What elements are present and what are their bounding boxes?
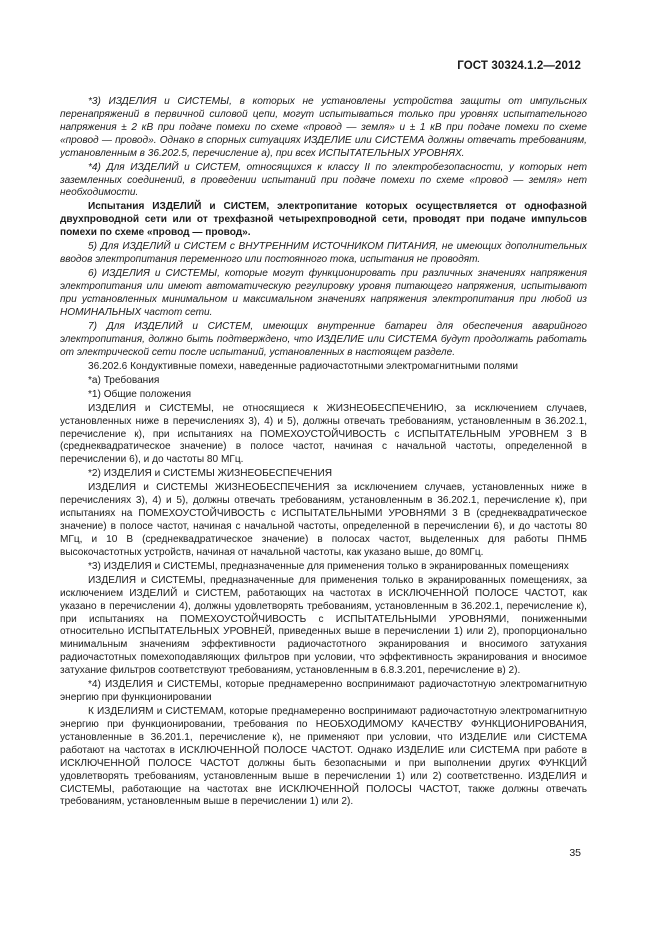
paragraph: *3) ИЗДЕЛИЯ и СИСТЕМЫ, предназначенные для применения только в экранированных помещениях — [88, 560, 569, 572]
paragraph: *а) Требования — [88, 374, 160, 386]
paragraph: Испытания ИЗДЕЛИЙ и СИСТЕМ, электропитание которых осуществляется от однофазной двухпроводной сети или от трехфазной четырехпроводной сети, проводят при подаче импульсов помехи по схеме «провод — провод». — [60, 201, 587, 239]
paragraph: 6) ИЗДЕЛИЯ и СИСТЕМЫ, которые могут функционировать при различных значениях напряжения электропитания или имеют автоматическую регулировку уровня питающего напряжения, испытывают при установленных минимальном и максимальном значениях напряжения электропитания при любой из НОМИНАЛЬНЫХ частот сети. — [60, 268, 587, 318]
paragraph: 5) Для ИЗДЕЛИЙ и СИСТЕМ с ВНУТРЕННИМ ИСТОЧНИКОМ ПИТАНИЯ, не имеющих дополнительных вводов электропитания переменного или постоянного тока, испытания не проводят. — [60, 241, 587, 266]
paragraph: *1) Общие положения — [88, 388, 192, 400]
paragraph: ИЗДЕЛИЯ и СИСТЕМЫ, предназначенные для применения только в экранированных помещениях, за исключением ИЗДЕЛИЙ и СИСТЕМ, работающих на частотах в ИСКЛЮЧЕННОЙ ПОЛОСЕ ЧАСТОТ, как указано в перечислении 4), должны удовлетворять требованиям, установленным в 36.202.1, перечисление к), при испытаниях на ПОМЕХОУСТОЙЧИВОСТЬ с ИСПЫТАТЕЛЬНЫМИ УРОВНЯМИ, пониженными относительно ИСПЫТАТЕЛЬНЫХ УРОВНЕЙ, приведенных выше в перечислении 1) или 2), пропорционально минимальным значениям эффективности радиочастотного экранирования и вносимого затухания радиочастотных помехоподавляющих фильтров при условии, что эффективность экранирования и вносимое затухание фильтров соответствуют требованиям, установленным в 6.8.3.201, перечисление в) 2). — [60, 574, 587, 677]
paragraph: ИЗДЕЛИЯ и СИСТЕМЫ ЖИЗНЕОБЕСПЕЧЕНИЯ за исключением случаев, установленных ниже в перечислениях 3), 4) и 5), должны отвечать требованиям, установленным в 36.202.1, перечисление к), при испытаниях на ПОМЕХОУСТОЙЧИВОСТЬ с ИСПЫТАТЕЛЬНЫМИ УРОВНЯМИ 3 В (среднеквадратическое значение) в полосе частот, начиная с начальной частоты, определенной в перечислении 6), и до частоты 80 МГц, и 10 В (среднеквадратическое значение) в полосах частот, выделенных для работы ПНМБ высокочастотных устройств, начиная от начальной частоты, как указано выше, до 80МГц. — [60, 482, 587, 558]
paragraph: ИЗДЕЛИЯ и СИСТЕМЫ, не относящиеся к ЖИЗНЕОБЕСПЕЧЕНИЮ, за исключением случаев, установленных ниже в перечислениях 3), 4) и 5), должны отвечать требованиям, установленным в 36.202.1, перечисление к), при испытаниях на ПОМЕХОУСТОЙЧИВОСТЬ с ИСПЫТАТЕЛЬНЫМ УРОВНЕМ 3 В (среднеквадратическое значение) в полосе частот, начиная с начальной частоты, определенной в перечислении 6), и до частоты 80 МГц. — [60, 402, 587, 466]
paragraph: *3) ИЗДЕЛИЯ и СИСТЕМЫ, в которых не установлены устройства защиты от импульсных перенапряжений в первичной силовой цепи, могут испытываться только при уровнях испытательного напряжения ± 2 кВ при подаче помехи по схеме «провод — земля» и ± 1 кВ при подаче помехи по схеме «провод — провод». Однако в спорных ситуациях ИЗДЕЛИЕ или СИСТЕМА должны отвечать требованиям, установленным в 36.202.5, перечисление а), при всех ИСПЫТАТЕЛЬНЫХ УРОВНЯХ. — [60, 96, 587, 159]
body-text — [60, 96, 587, 810]
paragraph: *2) ИЗДЕЛИЯ и СИСТЕМЫ ЖИЗНЕОБЕСПЕЧЕНИЯ — [88, 468, 333, 480]
page-number: 35 — [569, 847, 581, 859]
standard-designation: ГОСТ 30324.1.2—2012 — [457, 60, 581, 72]
paragraph: *4) ИЗДЕЛИЯ и СИСТЕМЫ, которые преднамеренно воспринимают радиочастотную электромагнитную энергию при функционировании — [60, 679, 587, 704]
paragraph: 36.202.6 Кондуктивные помехи, наведенные радиочастотными электромагнитными полями — [88, 360, 519, 372]
paragraph: 7) Для ИЗДЕЛИЙ и СИСТЕМ, имеющих внутренние батареи для обеспечения аварийного электропитания, должно быть подтверждено, что ИЗДЕЛИЕ или СИСТЕМА будут продолжать работать от электрической сети после испытаний, установленных в настоящем разделе. — [60, 320, 587, 358]
paragraph: К ИЗДЕЛИЯМ и СИСТЕМАМ, которые преднамеренно воспринимают радиочастотную электромагнитную энергию при функционировании, требования по НЕОБХОДИМОМУ КАЧЕСТВУ ФУНКЦИОНИРОВАНИЯ, установленные в 36.201.1, перечисление к), не применяют при условии, что ИЗДЕЛИЕ или СИСТЕМА работают на частотах в ИСКЛЮЧЕННОЙ ПОЛОСЕ ЧАСТОТ. Однако ИЗДЕЛИЕ или СИСТЕМА при работе в ИСКЛЮЧЕННОЙ ПОЛОСЕ ЧАСТОТ должны быть безопасными и при выполнении других ФУНКЦИЙ удовлетворять требованиям, установленным выше в перечислении 1) или 2) соответственно. ИЗДЕЛИЯ и СИСТЕМЫ, работающие на частотах вне ИСКЛЮЧЕННОЙ ПОЛОСЫ ЧАСТОТ, также должны отвечать требованиям, установленным выше в перечислении 1) или 2). — [60, 706, 587, 808]
paragraph: *4) Для ИЗДЕЛИЙ и СИСТЕМ, относящихся к классу II по электробезопасности, у которых нет заземленных соединений, в проведении испытаний при подаче помехи по схеме «провод — земля» нет необходимости. — [60, 161, 587, 199]
